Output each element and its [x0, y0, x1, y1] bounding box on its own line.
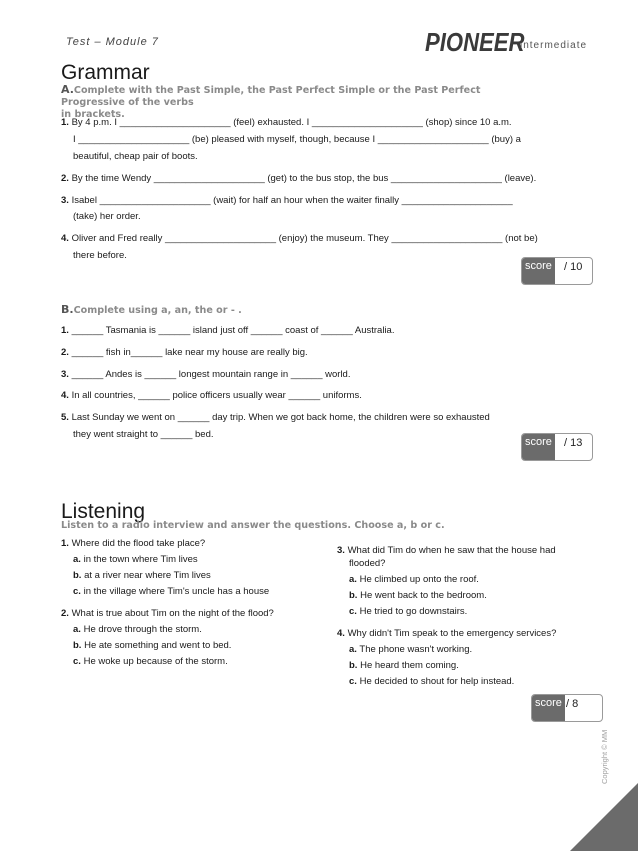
score-value: / 10	[564, 261, 583, 273]
listening-question-4: 4. Why didn't Tim speak to the emergency services?	[337, 628, 557, 639]
score-label: score	[522, 258, 555, 284]
score-box-a	[521, 257, 593, 285]
level-label: intermediate	[520, 40, 588, 50]
listening-q3-option-b[interactable]: b. He went back to the bedroom.	[349, 590, 487, 601]
articles-question-2: 2. ______ fish in______ lake near my house are really big.	[61, 347, 308, 358]
grammar-b-instructions: B.Complete using a, an, the or - .	[61, 303, 242, 316]
listening-question-3: 3. What did Tim do when he saw that the house had	[337, 545, 556, 556]
grammar-question-3: 3. Isabel _____________________ (wait) for half an hour when the waiter finally _____________________	[61, 195, 513, 206]
listening-question-1: 1. Where did the flood take place?	[61, 538, 206, 549]
articles-question-4: 4. In all countries, ______ police officers usually wear ______ uniforms.	[61, 390, 362, 401]
listening-instructions: Listen to a radio interview and answer the questions. Choose a, b or c.	[61, 520, 445, 531]
score-value: / 8	[566, 698, 579, 710]
grammar-a-instructions: A.Complete with the Past Simple, the Past Perfect Simple or the Past Perfect Progressive of the verbs in brackets.	[61, 83, 481, 120]
articles-question-5: 5. Last Sunday we went on ______ day trip. When we got back home, the children were so exhausted	[61, 412, 490, 423]
grammar-question-1-line2: I _____________________ (be) pleased with myself, though, because I _____________________ (buy) a	[73, 134, 521, 145]
grammar-title: Grammar	[61, 61, 150, 84]
listening-title: Listening	[61, 500, 146, 523]
listening-q4-option-a[interactable]: a. The phone wasn't working.	[349, 644, 473, 655]
score-label: score	[532, 695, 565, 721]
score-label: score	[522, 434, 555, 460]
listening-q4-option-c[interactable]: c. He decided to shout for help instead.	[349, 676, 515, 687]
test-module-label: Test – Module 7	[66, 36, 159, 48]
score-box-b	[521, 433, 593, 461]
page-corner-decoration	[570, 783, 638, 851]
listening-q4-option-b[interactable]: b. He heard them coming.	[349, 660, 459, 671]
articles-question-1: 1. ______ Tasmania is ______ island just off ______ coast of ______ Australia.	[61, 325, 395, 336]
listening-q1-option-c[interactable]: c. in the village where Tim's uncle has a house	[73, 586, 270, 597]
copyright-notice: Copyright © MM	[600, 729, 609, 784]
score-value: / 13	[564, 437, 583, 449]
listening-q2-option-c[interactable]: c. He woke up because of the storm.	[73, 656, 228, 667]
grammar-question-2: 2. By the time Wendy _____________________ (get) to the bus stop, the bus _____________________ (leave).	[61, 173, 537, 184]
listening-q3-option-a[interactable]: a. He climbed up onto the roof.	[349, 574, 479, 585]
listening-q1-option-a[interactable]: a. in the town where Tim lives	[73, 554, 198, 565]
listening-q2-option-a[interactable]: a. He drove through the storm.	[73, 624, 202, 635]
pioneer-logo: PIONEER	[425, 27, 525, 52]
grammar-question-1-line3: beautiful, cheap pair of boots.	[73, 151, 198, 162]
section-letter-b: B.	[61, 303, 74, 316]
section-letter-a: A.	[61, 83, 74, 96]
listening-q3-option-c[interactable]: c. He tried to go downstairs.	[349, 606, 468, 617]
listening-question-2: 2. What is true about Tim on the night of the flood?	[61, 608, 274, 619]
score-box-listening	[531, 694, 603, 722]
listening-q1-option-b[interactable]: b. at a river near where Tim lives	[73, 570, 211, 581]
listening-question-3-line2: flooded?	[349, 558, 386, 569]
grammar-question-1: 1. By 4 p.m. I _____________________ (feel) exhausted. I _____________________ (shop) since 10 a.m.	[61, 117, 512, 128]
grammar-question-3-line2: (take) her order.	[73, 211, 141, 222]
listening-q2-option-b[interactable]: b. He ate something and went to bed.	[73, 640, 232, 651]
grammar-question-4-line2: there before.	[73, 250, 127, 261]
articles-question-3: 3. ______ Andes is ______ longest mountain range in ______ world.	[61, 369, 351, 380]
articles-question-5-line2: they went straight to ______ bed.	[73, 429, 214, 440]
grammar-question-4: 4. Oliver and Fred really _____________________ (enjoy) the museum. They _____________________ (not be)	[61, 233, 538, 244]
